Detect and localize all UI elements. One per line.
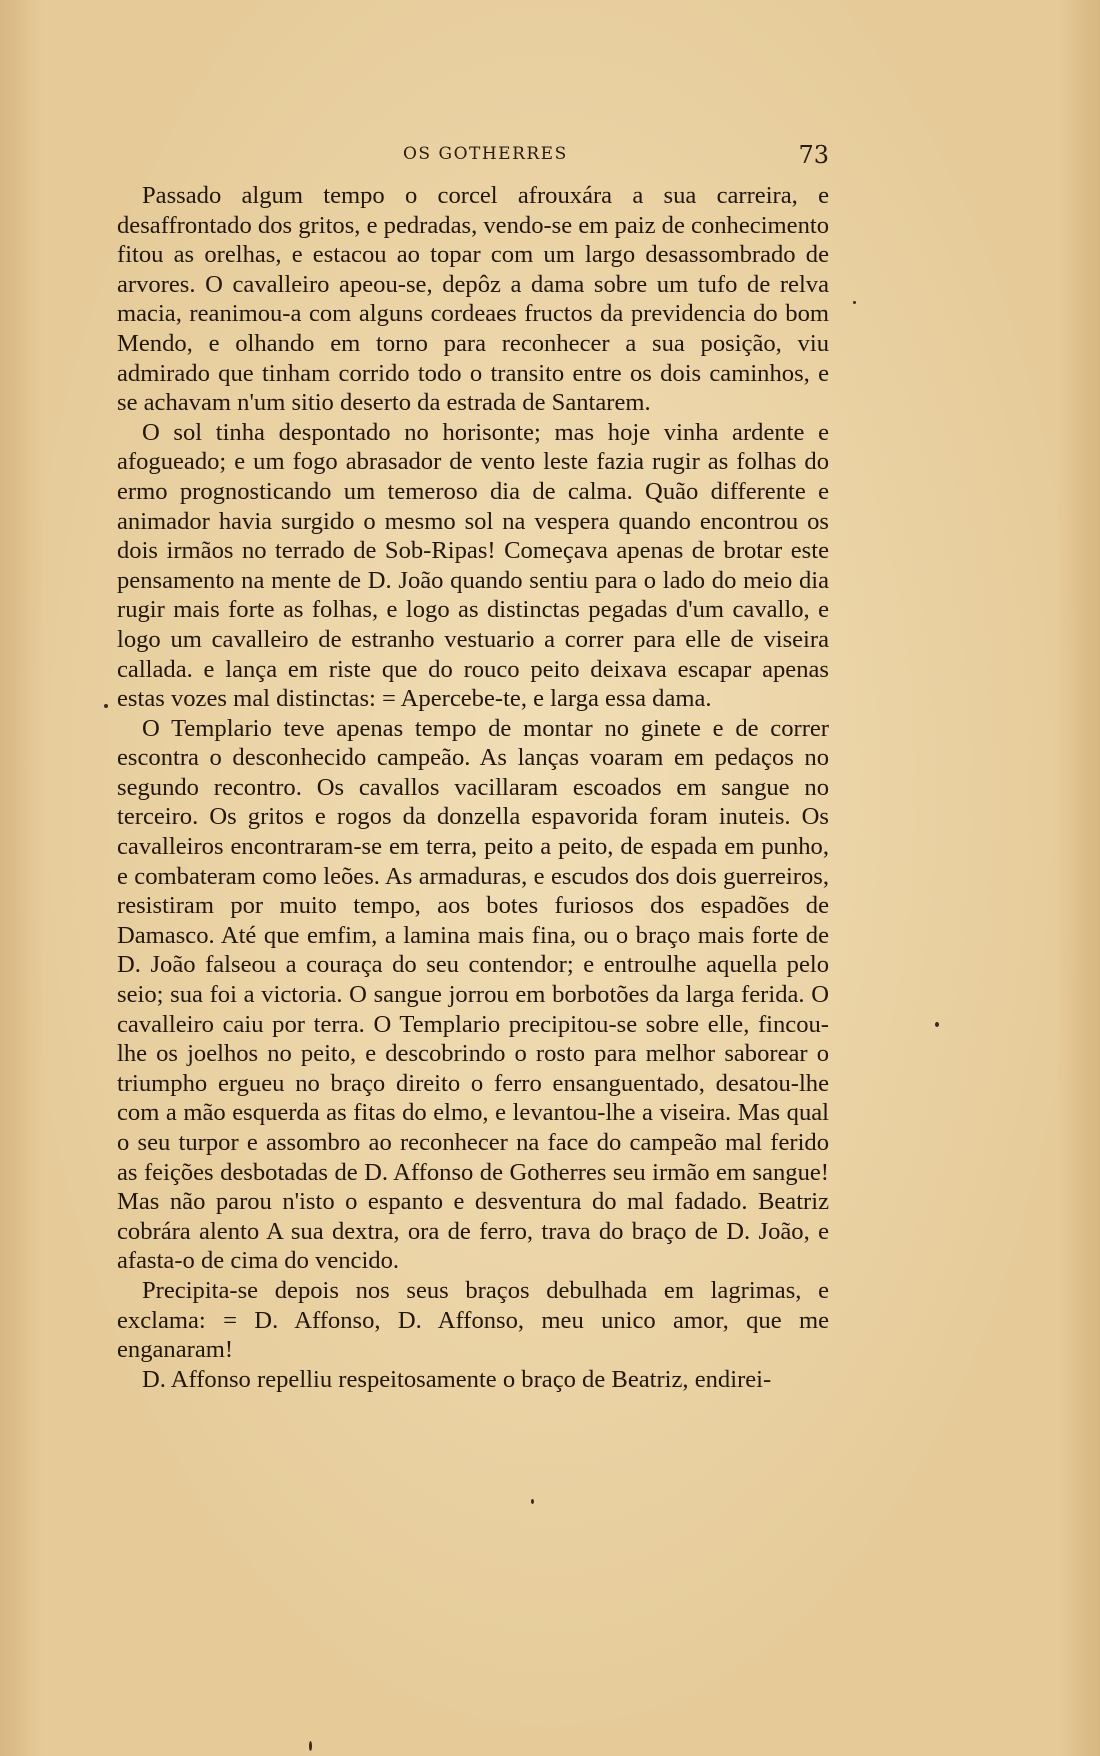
paragraph-1: Passado algum tempo o corcel afrouxára a sua carreira, e desaffrontado dos gritos, e pedradas, vendo-se em paiz de conhecimento fitou as orelhas, e estacou ao topar com um largo desassombrado de arvores. O cavalleiro apeou-se, depôz a dama sobre um tufo de relva macia, reanimou-a com alguns cordeaes fructos da previdencia do bom Mendo, e olhando em torno para reconhecer a sua posição, viu admirado que tinham corrido todo o transito entre os dois caminhos, e se achavam n'um sitio deserto da estrada de Santarem. <box>117 182 829 417</box>
paragraph-2: O sol tinha despontado no horisonte; mas hoje vinha ardente e afogueado; e um fogo abrasador de vento leste fazia rugir as folhas do ermo prognosticando um temeroso dia de calma. Quão differente e animador havia surgido o mesmo sol na vespera quando encontrou os dois irmãos no terrado de Sob-Ripas! Começava apenas de brotar este pensamento na mente de D. João quando sentiu para o lado do meio dia rugir mais forte as folhas, e logo as distinctas pegadas d'um cavallo, e logo um cavalleiro de estranho vestuario a correr para elle de viseira callada. e lança em riste que do rouco peito deixava escapar apenas estas vozes mal distinctas: = Apercebe-te, e larga essa dama. <box>117 418 829 713</box>
paragraph-4: Precipita-se depois nos seus braços debulhada em lagrimas, e exclama: = D. Affonso, D. Affonso, meu unico amor, que me enganaram! <box>117 1276 829 1364</box>
page-number: 73 <box>798 141 829 169</box>
running-title: OS GOTHERRES <box>403 144 568 164</box>
ink-speck <box>853 301 856 304</box>
ink-speck <box>935 1022 939 1027</box>
ink-speck <box>531 1499 534 1504</box>
ink-speck <box>309 1741 312 1751</box>
running-header <box>117 141 829 169</box>
ink-speck <box>104 704 108 708</box>
body-text <box>117 181 829 1394</box>
paragraph-3: O Templario teve apenas tempo de montar no ginete e de correr escontra o desconhecido campeão. As lanças voaram em pedaços no segundo recontro. Os cavallos vacillaram escoados em sangue no terceiro. Os gritos e rogos da donzella espavorida foram inuteis. Os cavalleiros encontraram-se em terra, peito a peito, de espada em punho, e combateram como leões. As armaduras, e escudos dos dois guerreiros, resistiram por muito tempo, aos botes furiosos dos espadões de Damasco. Até que emfim, a lamina mais fina, ou o braço mais forte de D. João falseou a couraça do seu contendor; e entroulhe aquella pelo seio; sua foi a victoria. O sangue jorrou em borbotões da larga ferida. O cavalleiro caiu por terra. O Templario precipitou-se sobre elle, fincou-lhe os joelhos no peito, e descobrindo o rosto para melhor saborear o triumpho ergueu no braço direito o ferro ensanguentado, desatou-lhe com a mão esquerda as fitas do elmo, e levantou-lhe a viseira. Mas qual o seu turpor e assombro ao reconhecer na face do campeão mal ferido as feições desbotadas de D. Affonso de Gotherres seu irmão em sangue! Mas não parou n'isto o espanto e desventura do mal fadado. Beatriz cobrára alento A sua dextra, ora de ferro, trava do braço de D. João, e afasta-o de cima do vencido. <box>117 714 829 1275</box>
paragraph-5: D. Affonso repelliu respeitosamente o braço de Beatriz, endirei- <box>142 1365 772 1393</box>
